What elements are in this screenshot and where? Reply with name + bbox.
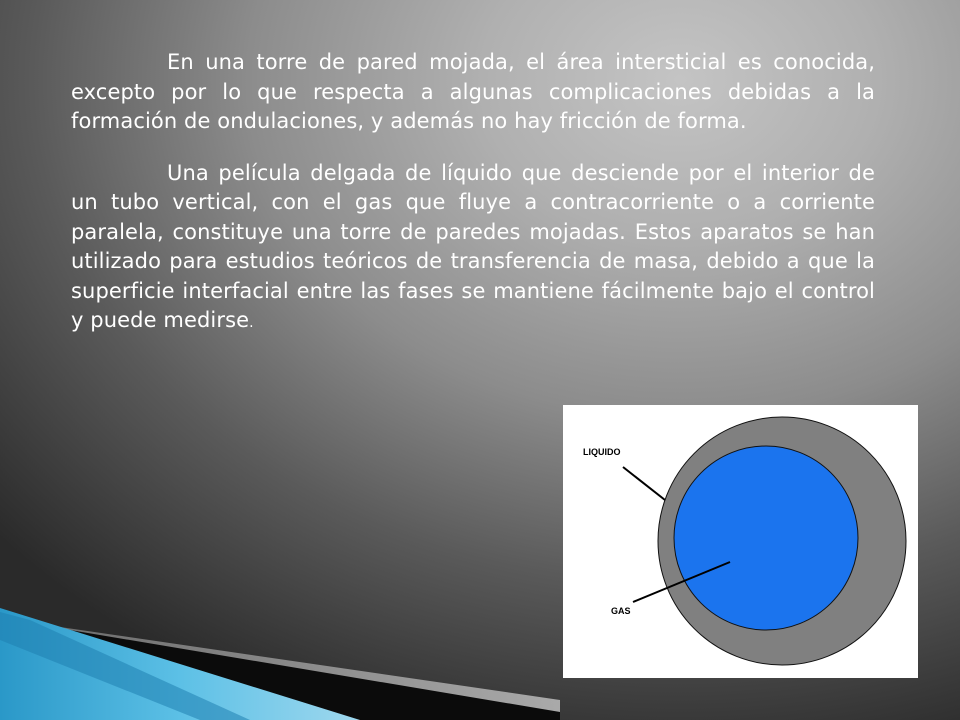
liquid-label: LIQUIDO — [583, 447, 621, 457]
gas-core — [674, 446, 858, 630]
grey-stripe — [60, 627, 560, 720]
black-stripe — [40, 625, 560, 720]
paragraph-2-text: Una película delgada de líquido que desciende por el interior de un tubo vertical, con el gas que fluye a contracorriente o a corriente paralela, constituye una torre de paredes mojadas. Estos aparatos se han utilizado para estudios teóricos de transferencia de masa, debido a que la superficie interfacial entre las fases se mantiene fácilmente bajo el control y puede medirse — [71, 160, 875, 332]
blue-stripe — [0, 608, 360, 720]
gas-label: GAS — [611, 606, 631, 616]
wetted-wall-cross-section-figure — [563, 405, 918, 678]
liquid-pointer-line — [623, 467, 665, 500]
body-text — [71, 48, 875, 361]
paragraph-2 — [71, 159, 875, 339]
paragraph-1 — [71, 48, 875, 137]
paragraph-2-period: . — [249, 315, 254, 331]
cross-section-diagram — [563, 405, 918, 678]
paragraph-1-text: En una torre de pared mojada, el área intersticial es conocida, excepto por lo que respecta a algunas complicaciones debidas a la formación de ondulaciones, y además no hay fricción de forma. — [71, 50, 875, 133]
dark-blue-edge — [0, 612, 250, 720]
